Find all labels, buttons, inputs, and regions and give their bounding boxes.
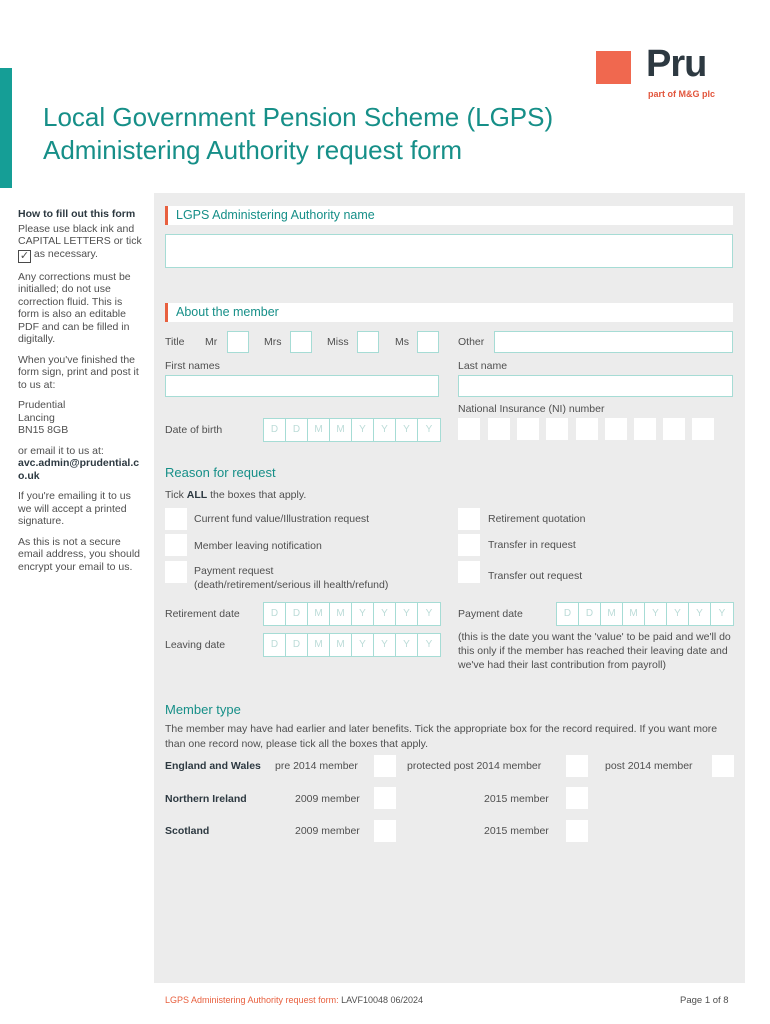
logo-subtitle: part of M&G plc — [648, 89, 715, 99]
dob-input[interactable]: D D M M Y Y Y Y — [263, 418, 441, 442]
first-names-label: First names — [165, 360, 220, 372]
payment-request-checkbox[interactable] — [165, 561, 187, 583]
form-title: Local Government Pension Scheme (LGPS) Administering Authority request form — [43, 102, 554, 165]
title-label: Title — [165, 336, 185, 348]
retirement-date-input[interactable]: D D M M Y Y Y Y — [263, 602, 441, 626]
england-post2014-checkbox[interactable] — [712, 755, 734, 777]
scotland-2015-checkbox[interactable] — [566, 820, 588, 842]
title-miss-label: Miss — [327, 336, 349, 348]
ni-char-8[interactable] — [663, 418, 685, 440]
england-pre2014-label: pre 2014 member — [275, 760, 358, 772]
last-name-field[interactable] — [458, 375, 733, 397]
scotland-2015-label: 2015 member — [484, 825, 549, 837]
ni-char-4[interactable] — [546, 418, 568, 440]
footer-page-number: Page 1 of 8 — [680, 995, 729, 1006]
ni-char-9[interactable] — [692, 418, 714, 440]
title-ms-label: Ms — [395, 336, 409, 348]
member-leaving-checkbox[interactable] — [165, 534, 187, 556]
retirement-quotation-checkbox[interactable] — [458, 508, 480, 530]
instruction-signature: If you're emailing it to us we will accept a printed signature. — [18, 490, 131, 527]
scotland-2009-checkbox[interactable] — [374, 820, 396, 842]
title-mrs-label: Mrs — [264, 336, 282, 348]
last-name-label: Last name — [458, 360, 508, 372]
leaving-date-label: Leaving date — [165, 639, 226, 651]
ni-2009-label: 2009 member — [295, 793, 360, 805]
ni-2009-checkbox[interactable] — [374, 787, 396, 809]
authority-section-heading: LGPS Administering Authority name — [165, 206, 733, 225]
leaving-date-input[interactable]: D D M M Y Y Y Y — [263, 633, 441, 657]
first-names-field[interactable] — [165, 375, 439, 397]
retirement-date-label: Retirement date — [165, 608, 240, 620]
transfer-in-label: Transfer in request — [488, 539, 576, 551]
instruction-ink: Please use black ink and CAPITAL LETTERS or tick ✓ as necessary. — [18, 222, 142, 262]
payment-date-input[interactable]: D D M M Y Y Y Y — [556, 602, 734, 626]
fund-value-checkbox[interactable] — [165, 508, 187, 530]
title-mr-checkbox[interactable] — [227, 331, 249, 353]
payment-request-label: Payment request — [194, 565, 274, 577]
title-other-label: Other — [458, 336, 485, 348]
member-type-heading: Member type — [165, 702, 241, 717]
footer-form-code: LAVF10048 06/2024 — [341, 995, 424, 1005]
teal-edge-accent — [0, 68, 12, 188]
scotland-2009-label: 2009 member — [295, 825, 360, 837]
postal-address: Prudential Lancing BN15 8GB — [18, 399, 69, 436]
ni-number-label: National Insurance (NI) number — [458, 403, 605, 415]
transfer-in-checkbox[interactable] — [458, 534, 480, 556]
region-england-wales: England and Wales — [165, 760, 261, 772]
payment-date-note: (this is the date you want the 'value' to be paid and we'll do this only if the member has reached their leaving date and we've had their last contribution from payroll) — [458, 631, 731, 671]
england-protected-label: protected post 2014 member — [407, 760, 542, 772]
dob-label: Date of birth — [165, 424, 223, 436]
instructions-heading: How to fill out this form — [18, 208, 136, 220]
email-address: avc.admin@prudential.co.uk — [18, 457, 140, 482]
ni-char-3[interactable] — [517, 418, 539, 440]
title-mrs-checkbox[interactable] — [290, 331, 312, 353]
england-protected-checkbox[interactable] — [566, 755, 588, 777]
reason-instruction: Tick ALL the boxes that apply. — [165, 489, 307, 501]
title-ms-checkbox[interactable] — [417, 331, 439, 353]
region-scotland: Scotland — [165, 825, 210, 837]
england-pre2014-checkbox[interactable] — [374, 755, 396, 777]
instruction-encrypt: As this is not a secure email address, you should encrypt your email to us. — [18, 535, 140, 573]
logo-wordmark: Pru — [646, 43, 707, 85]
tick-box-icon: ✓ — [19, 249, 30, 262]
instruction-email: or email it to us at: avc.admin@prudential.co.uk — [18, 444, 140, 482]
ni-char-5[interactable] — [576, 418, 598, 440]
ni-2015-label: 2015 member — [484, 793, 549, 805]
payment-date-label: Payment date — [458, 608, 523, 620]
ni-2015-checkbox[interactable] — [566, 787, 588, 809]
logo-square-icon — [596, 51, 631, 84]
region-northern-ireland: Northern Ireland — [165, 793, 247, 805]
retirement-quotation-label: Retirement quotation — [488, 513, 586, 525]
transfer-out-checkbox[interactable] — [458, 561, 480, 583]
title-mr-label: Mr — [205, 336, 218, 348]
authority-name-field[interactable] — [165, 234, 733, 268]
member-section-heading: About the member — [165, 303, 733, 322]
instruction-corrections: Any corrections must be initialled; do not use correction fluid. This is form is also an editable PDF and can be filled in digitally. — [18, 270, 131, 345]
member-type-description: The member may have had earlier and later benefits. Tick the appropriate box for the record required. If you want more than one record now, please tick all the boxes that apply. — [165, 723, 718, 750]
ni-char-2[interactable] — [488, 418, 510, 440]
title-other-field[interactable] — [494, 331, 733, 353]
footer-form-name: LGPS Administering Authority request form: LAVF10048 06/2024 — [165, 995, 424, 1005]
instructions-sidebar — [18, 208, 146, 581]
instruction-post: When you've finished the form sign, print and post it to us at: — [18, 353, 139, 391]
ni-char-6[interactable] — [605, 418, 627, 440]
title-miss-checkbox[interactable] — [357, 331, 379, 353]
payment-request-detail: (death/retirement/serious ill health/refund) — [194, 579, 389, 591]
reason-heading: Reason for request — [165, 465, 276, 480]
england-post2014-label: post 2014 member — [605, 760, 693, 772]
ni-char-1[interactable] — [458, 418, 480, 440]
fund-value-label: Current fund value/Illustration request — [194, 513, 370, 525]
transfer-out-label: Transfer out request — [488, 570, 583, 582]
member-leaving-label: Member leaving notification — [194, 540, 322, 552]
ni-char-7[interactable] — [634, 418, 656, 440]
